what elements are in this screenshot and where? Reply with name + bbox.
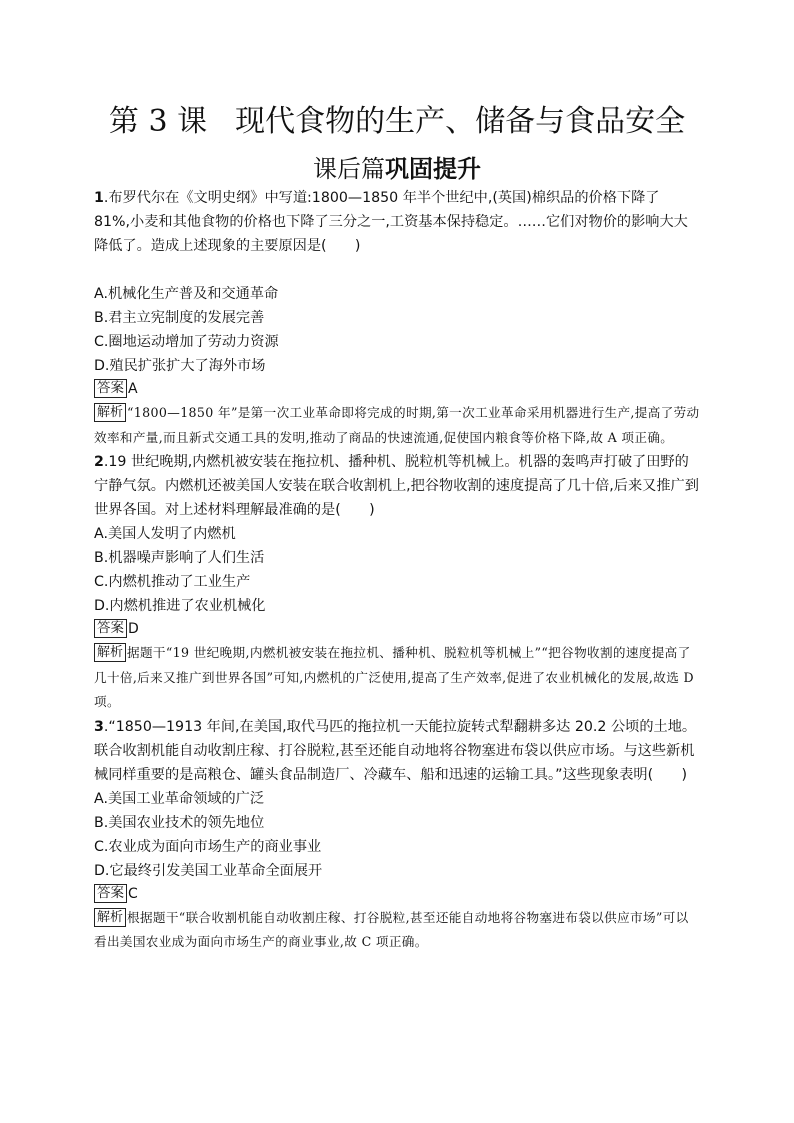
question-text: .“1850—1913 年间,在美国,取代马匹的拖拉机一天能拉旋转式犁翻耕多达 20.2 公顷的土地。联合收割机能自动收割庄稼、打谷脱粒,甚至还能自动地将谷物塞进布袋以供应市场。与这些新机械同样重要的是高粮仓、罐头食品制造厂、冷藏车、船和迅速的运输工具。”这些现象表明( ) (94, 718, 697, 783)
question-1 (94, 186, 700, 450)
analysis-block (94, 641, 700, 715)
question-text: .布罗代尔在《文明史纲》中写道:1800—1850 年半个世纪中,(英国)棉织品的价格下降了 81%,小麦和其他食物的价格也下降了三分之一,工资基本保持稳定。……它们对物价的影响大大降低了。造成上述现象的主要原因是( ) (94, 190, 688, 254)
analysis-text: “1800—1850 年”是第一次工业革命即将完成的时期,第一次工业革命采用机器进行生产,提高了劳动效率和产量,而且新式交通工具的发明,推动了商品的快速流通,促使国内粮食等价格下降,故 A 项正确。 (94, 405, 700, 445)
lesson-name: 现代食物的生产、储备与食品安全 (235, 104, 686, 139)
question-text: .19 世纪晚期,内燃机被安装在拖拉机、播种机、脱粒机等机械上。机器的轰鸣声打破了田野的宁静气氛。内燃机还被美国人安装在联合收割机上,把谷物收割的速度提高了几十倍,后来又推广到世界各国。对上述材料理解最准确的是( ) (94, 454, 699, 518)
option-d: D.它最终引发美国工业革命全面展开 (94, 862, 323, 879)
option-a: A.美国工业革命领域的广泛 (94, 790, 265, 807)
questions-content (94, 186, 700, 955)
analysis-tag: 解析 (94, 403, 126, 422)
analysis-tag: 解析 (94, 908, 126, 927)
analysis-block (94, 401, 700, 450)
option-c: C.圈地运动增加了劳动力资源 (94, 334, 279, 350)
option-d: D.内燃机推进了农业机械化 (94, 598, 266, 614)
answer-value: C (128, 885, 138, 902)
option-d: D.殖民扩张扩大了海外市场 (94, 358, 266, 374)
question-stem (94, 186, 700, 258)
answer-value: D (128, 621, 139, 637)
question-2 (94, 450, 700, 715)
option-c: C.内燃机推动了工业生产 (94, 574, 251, 590)
answer-tag: 答案 (94, 619, 127, 638)
question-stem (94, 715, 700, 787)
page-title (0, 102, 794, 142)
answer-tag: 答案 (94, 379, 127, 398)
question-number: 3 (94, 718, 104, 735)
question-number: 2 (94, 454, 104, 470)
option-c: C.农业成为面向市场生产的商业事业 (94, 838, 322, 855)
answer-tag: 答案 (94, 884, 127, 903)
answer-line (94, 618, 700, 641)
analysis-block (94, 906, 700, 955)
option-b: B.机器噪声影响了人们生活 (94, 550, 265, 566)
option-b: B.美国农业技术的领先地位 (94, 814, 265, 831)
answer-line (94, 883, 700, 906)
option-a: A.机械化生产普及和交通革命 (94, 286, 279, 302)
subtitle-bold: 巩固提升 (385, 155, 481, 183)
analysis-tag: 解析 (94, 643, 126, 662)
question-number: 1 (94, 190, 104, 206)
question-stem (94, 450, 700, 522)
lesson-number: 第 3 课 (108, 104, 208, 139)
subtitle-normal: 课后篇 (313, 155, 385, 183)
question-3 (94, 715, 700, 955)
section-subtitle (0, 152, 794, 186)
option-a: A.美国人发明了内燃机 (94, 526, 236, 542)
analysis-text: 根据题干“联合收割机能自动收割庄稼、打谷脱粒,甚至还能自动地将谷物塞进布袋以供应市场”可以看出美国农业成为面向市场生产的商业事业,故 C 项正确。 (94, 909, 689, 949)
analysis-text: 据题干“19 世纪晚期,内燃机被安装在拖拉机、播种机、脱粒机等机械上”“把谷物收割的速度提高了几十倍,后来又推广到世界各国”可知,内燃机的广泛使用,提高了生产效率,促进了农业机械化的发展,故选 D 项。 (94, 645, 694, 709)
answer-line (94, 378, 700, 401)
answer-value: A (128, 381, 138, 397)
option-b: B.君主立宪制度的发展完善 (94, 310, 265, 326)
